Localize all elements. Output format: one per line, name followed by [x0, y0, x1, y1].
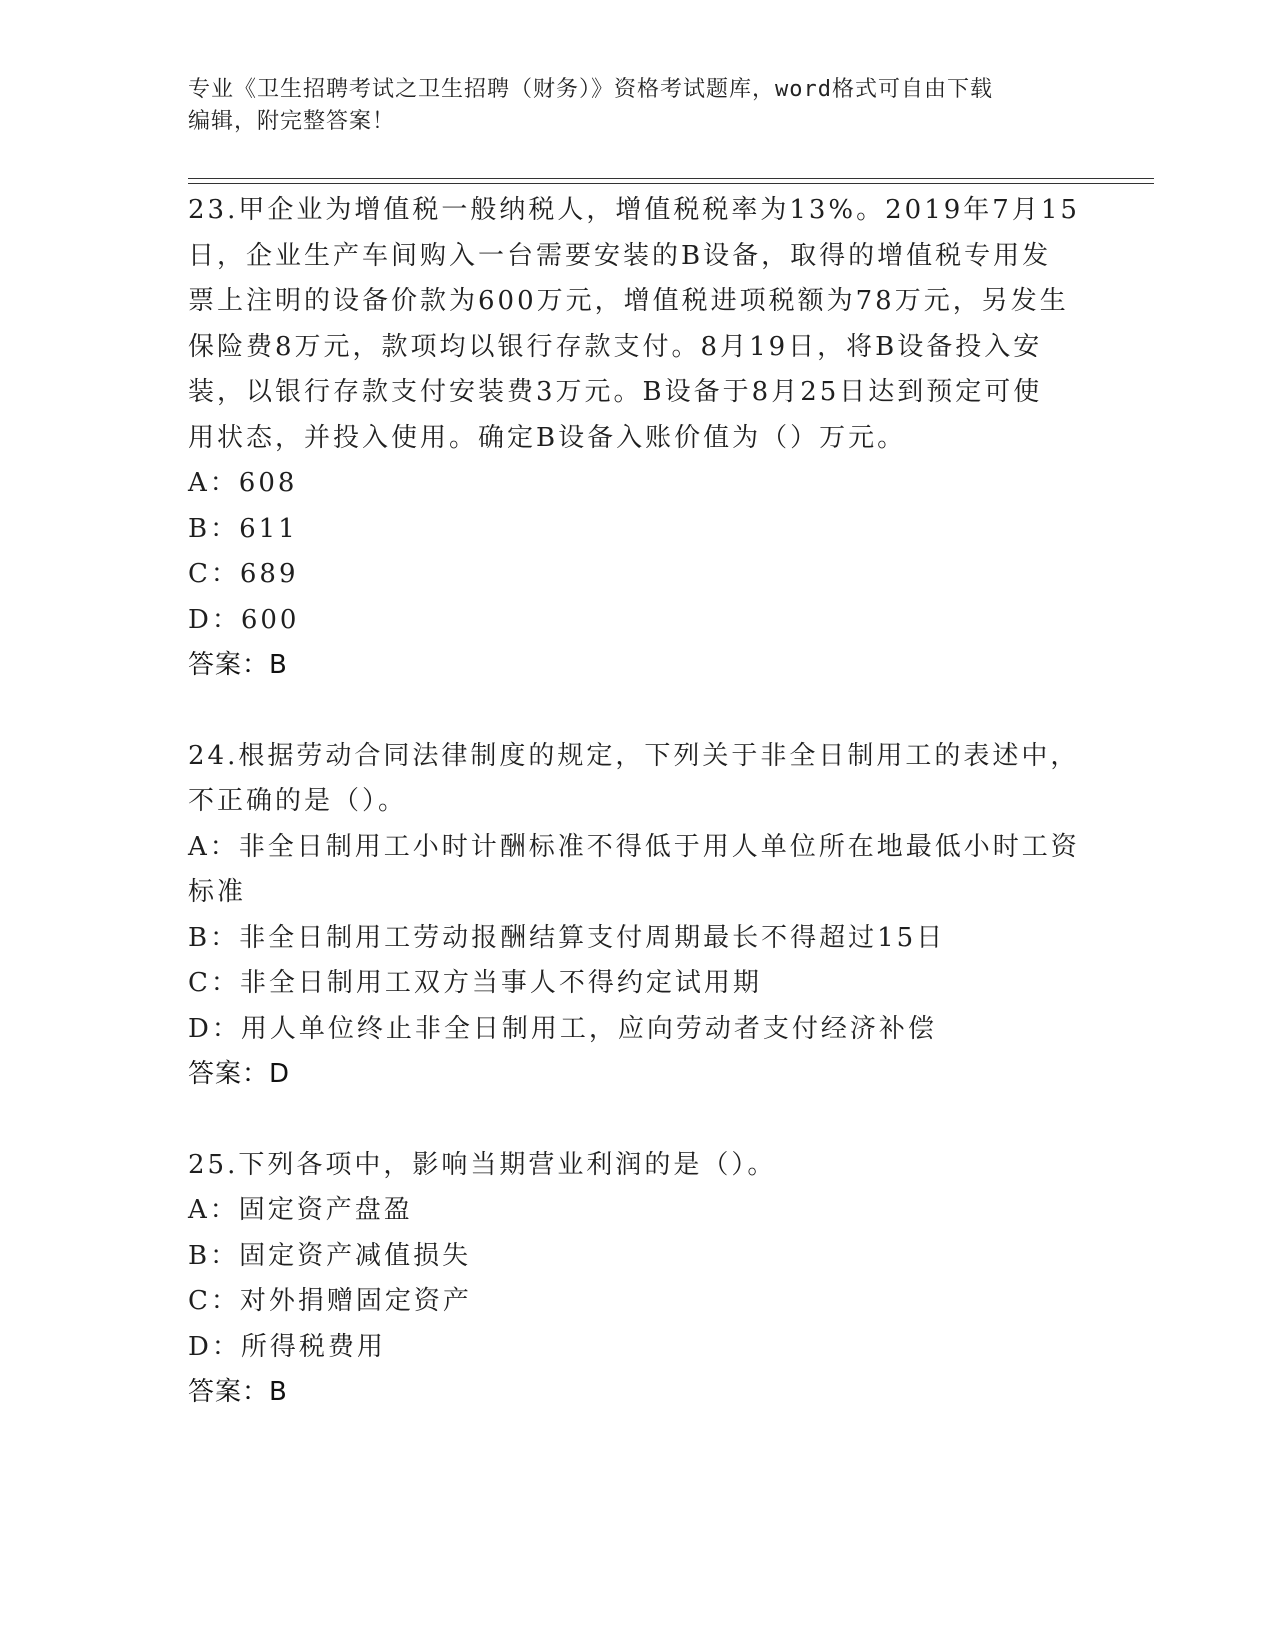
document-header — [188, 74, 1068, 138]
question-stem-line: 24.根据劳动合同法律制度的规定，下列关于非全日制用工的表述中， — [188, 740, 1080, 771]
answer-option: B：611 — [188, 513, 298, 544]
question-stem-line: 用状态，并投入使用。确定B设备入账价值为（）万元。 — [188, 422, 907, 453]
question-stem-line: 23.甲企业为增值税一般纳税人，增值税税率为13%。2019年7月15 — [188, 195, 1080, 225]
question-stem-line: 票上注明的设备价款为600万元，增值税进项税额为78万元，另发生 — [188, 286, 1069, 316]
question-list — [188, 188, 1088, 1416]
answer-key: 答案：B — [188, 650, 288, 680]
answer-option: C：对外捐赠固定资产 — [188, 1286, 472, 1316]
answer-option: C：689 — [188, 559, 299, 589]
answer-option: 标准 — [188, 877, 247, 907]
header-divider — [188, 183, 1154, 184]
answer-option: B：固定资产减值损失 — [188, 1240, 472, 1271]
question-stem-line: 装，以银行存款支付安装费3万元。B设备于8月25日达到预定可使 — [188, 377, 1043, 407]
answer-key: 答案：B — [188, 1377, 288, 1407]
answer-option: D：600 — [188, 604, 300, 635]
answer-option: A：固定资产盘盈 — [188, 1195, 413, 1225]
question-stem-line: 日，企业生产车间购入一台需要安装的B设备，取得的增值税专用发 — [188, 240, 1052, 271]
answer-key: 答案：D — [188, 1059, 291, 1089]
answer-option: A：608 — [188, 468, 298, 498]
answer-option: D：用人单位终止非全日制用工，应向劳动者支付经济补偿 — [188, 1013, 937, 1044]
question-block — [188, 1143, 1088, 1416]
header-line: 专业《卫生招聘考试之卫生招聘（财务）》资格考试题库，word格式可自由下载 — [188, 77, 993, 102]
answer-option: D：所得税费用 — [188, 1331, 386, 1362]
header-line: 编辑，附完整答案！ — [188, 109, 396, 134]
answer-option: B：非全日制用工劳动报酬结算支付周期最长不得超过15日 — [188, 922, 946, 953]
question-block — [188, 188, 1088, 689]
answer-option: C：非全日制用工双方当事人不得约定试用期 — [188, 968, 762, 998]
question-block — [188, 734, 1088, 1098]
question-stem-line: 保险费8万元，款项均以银行存款支付。8月19日，将B设备投入安 — [188, 331, 1043, 362]
question-stem-line: 25.下列各项中，影响当期营业利润的是（）。 — [188, 1149, 777, 1180]
question-spacer — [188, 1098, 1088, 1143]
question-stem-line: 不正确的是（）。 — [188, 786, 408, 816]
question-spacer — [188, 689, 1088, 734]
header-divider — [188, 178, 1154, 179]
answer-option: A：非全日制用工小时计酬标准不得低于用人单位所在地最低小时工资 — [188, 831, 1080, 862]
